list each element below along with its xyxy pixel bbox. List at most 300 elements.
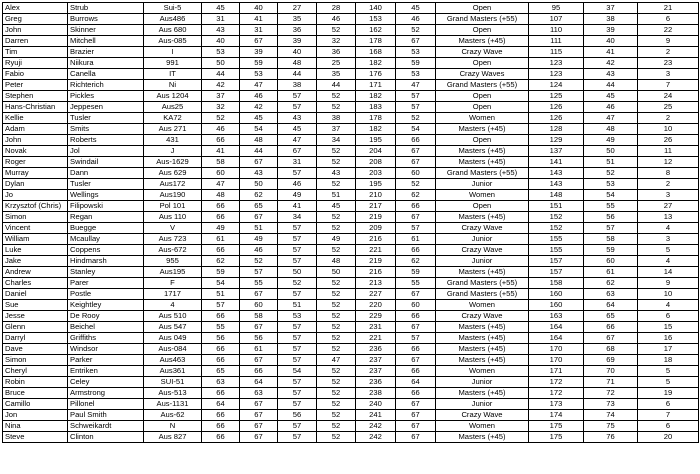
total-cell: 162 [356,25,396,36]
race-3-score-cell: 57 [278,168,317,179]
last-name-cell: Buegge [68,223,144,234]
table-row [3,300,699,311]
discard-cell: 54 [396,124,436,135]
race-4-score-cell: 52 [317,344,356,355]
race-4-score-cell: 25 [317,58,356,69]
last-name-cell: Parker [68,355,144,366]
division-cell: Masters (+45) [436,146,529,157]
overall-rank-cell: 76 [584,432,638,443]
last-name-cell: Griffiths [68,333,144,344]
race-2-score-cell: 67 [240,212,278,223]
discard-cell: 67 [396,432,436,443]
race-2-score-cell: 46 [240,245,278,256]
race-1-score-cell: 64 [202,399,240,410]
division-rank-cell: 25 [638,102,699,113]
overall-rank-cell: 53 [584,179,638,190]
sail-number-cell: Aus-62 [144,410,202,421]
net-cell: 95 [529,3,584,14]
net-cell: 174 [529,410,584,421]
division-cell: Masters (+45) [436,388,529,399]
division-cell: Crazy Wave [436,47,529,58]
total-cell: 178 [356,36,396,47]
total-cell: 209 [356,223,396,234]
table-row [3,3,699,14]
division-rank-cell: 5 [638,245,699,256]
table-row [3,212,699,223]
sail-number-cell: Pol 101 [144,201,202,212]
race-1-score-cell: 65 [202,366,240,377]
last-name-cell: Regan [68,212,144,223]
overall-rank-cell: 44 [584,80,638,91]
race-2-score-cell: 67 [240,289,278,300]
sail-number-cell: 955 [144,256,202,267]
sail-number-cell: Sui-5 [144,3,202,14]
race-4-score-cell: 32 [317,36,356,47]
sail-number-cell: IT [144,69,202,80]
last-name-cell: Dann [68,168,144,179]
first-name-cell: Jo [3,190,68,201]
race-3-score-cell: 31 [278,157,317,168]
race-3-score-cell: 36 [278,25,317,36]
overall-rank-cell: 72 [584,388,638,399]
discard-cell: 53 [396,69,436,80]
sail-number-cell: Aus 629 [144,168,202,179]
last-name-cell: Niikura [68,58,144,69]
sail-number-cell: Aus25 [144,102,202,113]
last-name-cell: Mitchell [68,36,144,47]
race-1-score-cell: 31 [202,14,240,25]
race-2-score-cell: 57 [240,267,278,278]
discard-cell: 47 [396,80,436,91]
race-4-score-cell: 28 [317,3,356,14]
race-2-score-cell: 47 [240,80,278,91]
race-4-score-cell: 52 [317,432,356,443]
sail-number-cell: 1717 [144,289,202,300]
first-name-cell: Hans-Christian [3,102,68,113]
division-cell: Grand Masters (+55) [436,289,529,300]
last-name-cell: Mcaullay [68,234,144,245]
net-cell: 164 [529,322,584,333]
discard-cell: 57 [396,333,436,344]
first-name-cell: Alex [3,3,68,14]
total-cell: 236 [356,377,396,388]
total-cell: 238 [356,388,396,399]
race-3-score-cell: 56 [278,410,317,421]
division-rank-cell: 2 [638,179,699,190]
overall-rank-cell: 59 [584,245,638,256]
sail-number-cell: Aus361 [144,366,202,377]
overall-rank-cell: 49 [584,135,638,146]
race-3-score-cell: 48 [278,58,317,69]
table-row [3,333,699,344]
overall-rank-cell: 62 [584,278,638,289]
sail-number-cell: Aus 110 [144,212,202,223]
discard-cell: 53 [396,47,436,58]
race-3-score-cell: 67 [278,146,317,157]
race-4-score-cell: 45 [317,201,356,212]
first-name-cell: William [3,234,68,245]
race-4-score-cell: 46 [317,14,356,25]
discard-cell: 67 [396,289,436,300]
overall-rank-cell: 46 [584,102,638,113]
net-cell: 160 [529,289,584,300]
race-2-score-cell: 67 [240,157,278,168]
race-3-score-cell: 53 [278,311,317,322]
table-row [3,47,699,58]
table-row [3,179,699,190]
race-4-score-cell: 52 [317,322,356,333]
overall-rank-cell: 63 [584,289,638,300]
division-rank-cell: 7 [638,80,699,91]
total-cell: 221 [356,245,396,256]
net-cell: 143 [529,179,584,190]
total-cell: 237 [356,355,396,366]
race-4-score-cell: 52 [317,212,356,223]
last-name-cell: Coppens [68,245,144,256]
table-row [3,113,699,124]
division-rank-cell: 22 [638,25,699,36]
table-row [3,366,699,377]
race-4-score-cell: 52 [317,366,356,377]
discard-cell: 61 [396,234,436,245]
race-2-score-cell: 65 [240,201,278,212]
race-3-score-cell: 51 [278,300,317,311]
net-cell: 148 [529,190,584,201]
race-2-score-cell: 67 [240,421,278,432]
division-rank-cell: 18 [638,355,699,366]
overall-rank-cell: 39 [584,25,638,36]
last-name-cell: Paul Smith [68,410,144,421]
sail-number-cell: Aus486 [144,14,202,25]
total-cell: 178 [356,113,396,124]
race-2-score-cell: 40 [240,3,278,14]
overall-rank-cell: 45 [584,91,638,102]
race-3-score-cell: 41 [278,201,317,212]
last-name-cell: Hindmarsh [68,256,144,267]
race-2-score-cell: 67 [240,36,278,47]
overall-rank-cell: 66 [584,322,638,333]
net-cell: 129 [529,135,584,146]
race-4-score-cell: 52 [317,410,356,421]
first-name-cell: Cheryl [3,366,68,377]
division-rank-cell: 24 [638,91,699,102]
division-cell: Open [436,3,529,14]
race-2-score-cell: 51 [240,223,278,234]
race-1-score-cell: 61 [202,234,240,245]
net-cell: 115 [529,47,584,58]
overall-rank-cell: 48 [584,124,638,135]
total-cell: 210 [356,190,396,201]
total-cell: 229 [356,311,396,322]
race-1-score-cell: 66 [202,410,240,421]
discard-cell: 45 [396,3,436,14]
total-cell: 182 [356,124,396,135]
first-name-cell: Murray [3,168,68,179]
division-cell: Women [436,300,529,311]
net-cell: 172 [529,388,584,399]
last-name-cell: Strub [68,3,144,14]
sail-number-cell: Aus 547 [144,322,202,333]
sail-number-cell: V [144,223,202,234]
overall-rank-cell: 54 [584,190,638,201]
sail-number-cell: Aus 723 [144,234,202,245]
discard-cell: 64 [396,377,436,388]
division-rank-cell: 7 [638,410,699,421]
net-cell: 163 [529,311,584,322]
sail-number-cell: Aus-513 [144,388,202,399]
race-1-score-cell: 66 [202,245,240,256]
overall-rank-cell: 55 [584,201,638,212]
total-cell: 220 [356,300,396,311]
race-1-score-cell: 43 [202,25,240,36]
race-3-score-cell: 50 [278,267,317,278]
discard-cell: 59 [396,267,436,278]
race-2-score-cell: 62 [240,190,278,201]
race-2-score-cell: 49 [240,234,278,245]
total-cell: 240 [356,399,396,410]
total-cell: 203 [356,168,396,179]
last-name-cell: Postle [68,289,144,300]
net-cell: 152 [529,212,584,223]
net-cell: 170 [529,355,584,366]
overall-rank-cell: 68 [584,344,638,355]
last-name-cell: Burrows [68,14,144,25]
race-2-score-cell: 45 [240,113,278,124]
total-cell: 241 [356,410,396,421]
division-cell: Open [436,102,529,113]
race-2-score-cell: 43 [240,168,278,179]
race-4-score-cell: 52 [317,311,356,322]
net-cell: 157 [529,267,584,278]
race-4-score-cell: 52 [317,102,356,113]
table-row [3,223,699,234]
sail-number-cell: Aus172 [144,179,202,190]
total-cell: 171 [356,80,396,91]
sail-number-cell: I [144,47,202,58]
division-rank-cell: 26 [638,135,699,146]
last-name-cell: Brazier [68,47,144,58]
race-3-score-cell: 57 [278,421,317,432]
net-cell: 164 [529,333,584,344]
sail-number-cell: N [144,421,202,432]
sail-number-cell: Aus 271 [144,124,202,135]
last-name-cell: Schweikardt [68,421,144,432]
race-4-score-cell: 52 [317,179,356,190]
race-1-score-cell: 55 [202,322,240,333]
discard-cell: 57 [396,102,436,113]
division-rank-cell: 6 [638,421,699,432]
first-name-cell: Glenn [3,322,68,333]
race-4-score-cell: 35 [317,69,356,80]
first-name-cell: Tim [3,47,68,58]
race-2-score-cell: 67 [240,432,278,443]
overall-rank-cell: 38 [584,14,638,25]
table-row [3,421,699,432]
sail-number-cell: J [144,146,202,157]
division-rank-cell: 4 [638,300,699,311]
sail-number-cell: SUI-51 [144,377,202,388]
first-name-cell: Fabio [3,69,68,80]
table-row [3,355,699,366]
race-4-score-cell: 52 [317,289,356,300]
overall-rank-cell: 37 [584,3,638,14]
first-name-cell: Roger [3,157,68,168]
last-name-cell: Roberts [68,135,144,146]
first-name-cell: Vincent [3,223,68,234]
race-3-score-cell: 57 [278,91,317,102]
division-cell: Masters (+45) [436,322,529,333]
race-2-score-cell: 46 [240,91,278,102]
last-name-cell: Pickles [68,91,144,102]
total-cell: 219 [356,256,396,267]
overall-rank-cell: 61 [584,267,638,278]
division-rank-cell: 10 [638,124,699,135]
table-row [3,102,699,113]
sail-number-cell: Aus-084 [144,344,202,355]
sail-number-cell: 991 [144,58,202,69]
last-name-cell: Jol [68,146,144,157]
race-1-score-cell: 66 [202,421,240,432]
race-3-score-cell: 40 [278,47,317,58]
sail-number-cell: Aus-1629 [144,157,202,168]
last-name-cell: Parer [68,278,144,289]
race-3-score-cell: 52 [278,278,317,289]
race-3-score-cell: 57 [278,355,317,366]
race-1-score-cell: 32 [202,102,240,113]
net-cell: 123 [529,58,584,69]
discard-cell: 57 [396,223,436,234]
race-2-score-cell: 56 [240,333,278,344]
table-row [3,410,699,421]
sail-number-cell: Aus 049 [144,333,202,344]
race-1-score-cell: 49 [202,223,240,234]
total-cell: 217 [356,201,396,212]
race-1-score-cell: 63 [202,377,240,388]
division-rank-cell: 16 [638,333,699,344]
division-rank-cell: 6 [638,311,699,322]
division-rank-cell: 2 [638,47,699,58]
division-rank-cell: 2 [638,113,699,124]
race-1-score-cell: 62 [202,256,240,267]
first-name-cell: Jake [3,256,68,267]
table-row [3,256,699,267]
net-cell: 170 [529,344,584,355]
overall-rank-cell: 60 [584,256,638,267]
sail-number-cell: Aus-1131 [144,399,202,410]
race-1-score-cell: 66 [202,201,240,212]
net-cell: 171 [529,366,584,377]
race-3-score-cell: 57 [278,388,317,399]
division-rank-cell: 11 [638,146,699,157]
last-name-cell: Clinton [68,432,144,443]
total-cell: 236 [356,344,396,355]
table-row [3,289,699,300]
first-name-cell: Novak [3,146,68,157]
discard-cell: 60 [396,300,436,311]
last-name-cell: Beichel [68,322,144,333]
overall-rank-cell: 71 [584,377,638,388]
sail-number-cell: Ni [144,80,202,91]
division-cell: Women [436,190,529,201]
race-2-score-cell: 53 [240,69,278,80]
race-4-score-cell: 48 [317,256,356,267]
first-name-cell: Adam [3,124,68,135]
overall-rank-cell: 41 [584,47,638,58]
division-rank-cell: 9 [638,278,699,289]
division-cell: Masters (+45) [436,36,529,47]
last-name-cell: Richterich [68,80,144,91]
sail-number-cell: Aus-085 [144,36,202,47]
division-cell: Masters (+45) [436,267,529,278]
race-1-score-cell: 66 [202,432,240,443]
race-3-score-cell: 45 [278,124,317,135]
division-cell: Open [436,25,529,36]
division-rank-cell: 21 [638,3,699,14]
total-cell: 176 [356,69,396,80]
discard-cell: 52 [396,179,436,190]
total-cell: 227 [356,289,396,300]
race-1-score-cell: 40 [202,36,240,47]
sail-number-cell: Aus 827 [144,432,202,443]
overall-rank-cell: 67 [584,333,638,344]
race-1-score-cell: 66 [202,344,240,355]
division-rank-cell: 5 [638,366,699,377]
overall-rank-cell: 52 [584,168,638,179]
race-4-score-cell: 52 [317,300,356,311]
table-row [3,14,699,25]
race-3-score-cell: 46 [278,179,317,190]
race-2-score-cell: 31 [240,25,278,36]
division-cell: Junior [436,256,529,267]
race-2-score-cell: 67 [240,322,278,333]
total-cell: 216 [356,267,396,278]
last-name-cell: Jeppesen [68,102,144,113]
discard-cell: 67 [396,355,436,366]
total-cell: 219 [356,212,396,223]
discard-cell: 67 [396,157,436,168]
race-1-score-cell: 66 [202,135,240,146]
race-2-score-cell: 59 [240,58,278,69]
last-name-cell: Celey [68,377,144,388]
race-2-score-cell: 63 [240,388,278,399]
net-cell: 137 [529,146,584,157]
division-rank-cell: 4 [638,256,699,267]
race-2-score-cell: 67 [240,410,278,421]
total-cell: 231 [356,322,396,333]
race-1-score-cell: 60 [202,168,240,179]
race-4-score-cell: 38 [317,113,356,124]
division-cell: Open [436,135,529,146]
net-cell: 158 [529,278,584,289]
net-cell: 143 [529,168,584,179]
table-row [3,388,699,399]
race-4-score-cell: 43 [317,168,356,179]
race-4-score-cell: 44 [317,80,356,91]
table-row [3,25,699,36]
division-cell: Crazy Wave [436,223,529,234]
overall-rank-cell: 75 [584,421,638,432]
division-rank-cell: 10 [638,289,699,300]
race-4-score-cell: 49 [317,234,356,245]
race-2-score-cell: 55 [240,278,278,289]
race-1-score-cell: 46 [202,124,240,135]
last-name-cell: Wellings [68,190,144,201]
sail-number-cell: Aus190 [144,190,202,201]
overall-rank-cell: 58 [584,234,638,245]
last-name-cell: Windsor [68,344,144,355]
discard-cell: 66 [396,311,436,322]
race-4-score-cell: 52 [317,421,356,432]
